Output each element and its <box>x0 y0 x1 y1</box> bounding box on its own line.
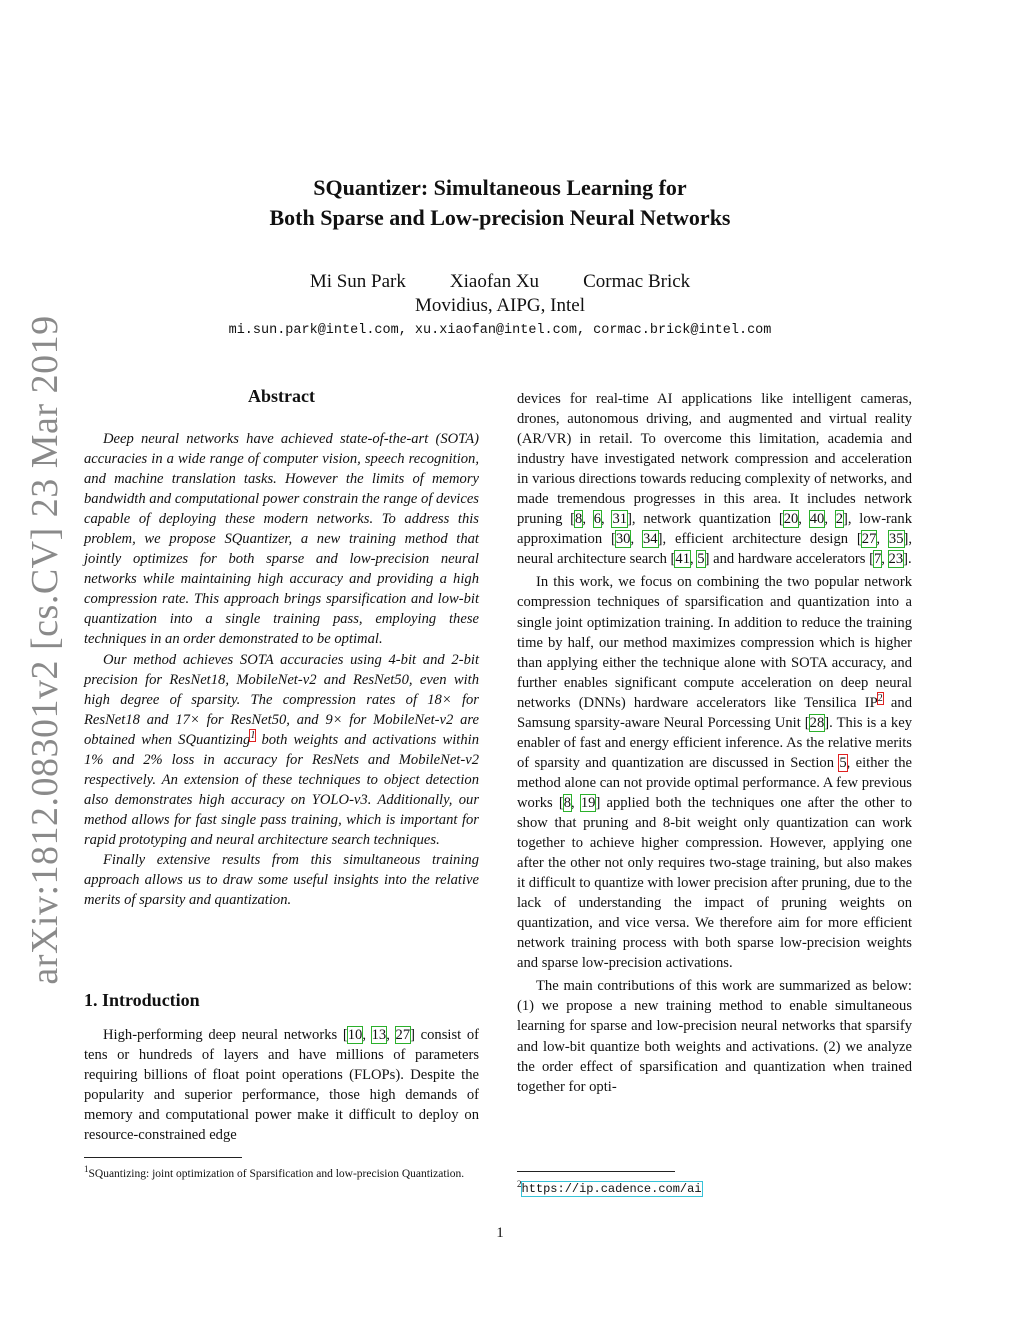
citation-27b[interactable]: 27 <box>861 531 877 548</box>
footnote-rule-left <box>84 1157 242 1158</box>
citation-40[interactable]: 40 <box>809 511 825 528</box>
text: and Samsung sparsity-aware Neural Porcessing Unit [ <box>517 694 912 731</box>
abstract-paragraph-2 <box>84 650 479 850</box>
footnote-2-reference[interactable]: 2 <box>877 692 883 704</box>
footnote-1 <box>84 1161 479 1182</box>
citation-27[interactable]: 27 <box>395 1027 411 1043</box>
text: ] applied both the techniques one after the other to show that pruning and 8-bit weight only quantization can work together to achieve higher compression. However, applying one after the other not only requires two-stage training, but also makes it difficult to quantize with lower precision after pruning, due to the lack of understanding the impact of pruning weights on quantization, and vice versa. We therefore aim for more efficient network training process with both sparse low-precision weights and sparse low-precision activations. <box>517 794 912 972</box>
text: devices for real-time AI applications like intelligent cameras, drones, autonomous driving, and augmented and virtual reality (AR/VR) in retail. To overcome this limitation, academia and industry have investigated network compression and acceleration in various directions towards reducing complexity of networks, and made tremendous progresses in this area. It includes network pruning [ <box>517 391 912 528</box>
abstract-paragraph-2-text-a: Our method achieves SOTA accuracies using 4-bit and 2-bit precision for ResNet18, MobileNet-v2 and ResNet50, even with high degree of sparsity. The compression rates of 18× for ResNet18 and 17× for ResNet50, and 9× for MobileNet-v2 are obtained when SQuantizing <box>84 651 479 748</box>
author-list <box>0 271 1000 293</box>
abstract-body <box>84 429 479 910</box>
introduction-body <box>84 1025 479 1145</box>
abstract-paragraph-1: Deep neural networks have achieved state-of-the-art (SOTA) accuracies in a wide range of computer vision, speech recognition, and machine translation tasks. However the limits of memory bandwidth and computational power constrain the range of devices capable of deploying these modern networks. To address this problem, we propose SQuantizer, a new training method that jointly optimizes for both sparse and low-precision neural networks while maintaining high accuracy and providing a high compression rate. This approach brings sparsification and low-bit quantization into a single training pass, employing these techniques in an order demonstrated to be optimal. <box>84 431 479 648</box>
citation-13[interactable]: 13 <box>371 1027 387 1043</box>
citation-6[interactable]: 6 <box>593 511 602 528</box>
section-5-link[interactable]: 5 <box>839 754 847 771</box>
text: ], network quantization [ <box>627 511 784 528</box>
intro-text-b: ] consist of tens or hundreds of layers and have millions of parameters requiring billions of float point operations (FLOPs). Despite the popularity and superior performance, those high demands of memory and computational power make it difficult to deploy on resource-constrained edge <box>84 1027 480 1144</box>
text: ], low-rank approximation [ <box>517 511 912 548</box>
citation-2[interactable]: 2 <box>835 511 844 528</box>
text: ]. This is a key enabler of fast and energy efficient inference. As the relative merits of sparsity and quantization are discussed in Section <box>517 714 912 771</box>
footnote-2-url[interactable]: https://ip.cadence.com/ai <box>521 1181 702 1196</box>
text: ]. <box>903 551 912 568</box>
abstract-heading: Abstract <box>248 386 315 406</box>
citation-23[interactable]: 23 <box>888 551 904 568</box>
citation-10[interactable]: 10 <box>347 1027 363 1043</box>
introduction-heading: 1. Introduction <box>84 990 200 1010</box>
citation-35[interactable]: 35 <box>888 531 904 548</box>
citation-5[interactable]: 5 <box>697 551 705 568</box>
footnote-1-text: SQuantizing: joint optimization of Sparsification and low-precision Quantization. <box>88 1167 465 1180</box>
footnote-2 <box>517 1176 912 1197</box>
intro-paragraph-continued: devices for real-time AI applications like intelligent cameras, drones, autonomous driving, and augmented and virtual reality (AR/VR) in retail. To overcome this limitation, academia and industry have investigated network compression and acceleration in various directions towards reducing complexity of networks, and made tremendous progresses in this area. It includes network pruning [8, 6, 31], network quantization [20, 40, 2], low-rank approximation [30, 34], efficient architecture design [27, 35], neural architecture search [41, 5] and hardware accelerators [7, 23]. <box>517 391 913 568</box>
citation-34[interactable]: 34 <box>642 531 658 548</box>
intro-text-a: High-performing deep neural networks [ <box>103 1027 348 1043</box>
author-1: Mi Sun Park <box>309 271 406 292</box>
citation-8[interactable]: 8 <box>575 511 583 528</box>
citation-20[interactable]: 20 <box>783 511 799 528</box>
intro-paragraph-2: In this work, we focus on combining the two popular network compression techniques of sparsification and quantization into a single joint optimization training. In addition to reduce the training time by half, our method maximizes compression which is higher than applying either the technique alone with SOTA accuracy, and further enables significant compute acceleration on deep neural networks (DNNs) hardware accelerators like Tensilica IP$^2$ and Samsung sparsity-aware Neural Porcessing Unit [28]. This is a key enabler of fast and energy efficient inference. As the relative merits of sparsity and quantization are discussed in Section 5, either the method alone can not provide optimal performance. A few previous works [8, 19] applied both the techniques one after the other to show that pruning and 8-bit weight only quantization can work together to achieve higher compression. However, applying one after the other not only requires two-stage training, but also makes it difficult to quantize with lower precision after pruning, due to the lack of understanding the impact of pruning weights on quantization, and vice versa. We therefore aim for more efficient network training process with both sparse low-precision weights and sparse low-precision activations. <box>517 574 912 972</box>
paper-title-line-2: Both Sparse and Low-precision Neural Networks <box>269 205 731 230</box>
footnote-1-mark: 1 <box>84 1164 89 1174</box>
citation-8b[interactable]: 8 <box>563 794 572 811</box>
footnote-2-mark: 2 <box>517 1179 522 1189</box>
abstract-paragraph-3: Finally extensive results from this simultaneous training approach allows us to draw some useful insights into the relative merits of sparsity and quantization. <box>84 851 479 909</box>
citation-41[interactable]: 41 <box>675 551 690 568</box>
footnote-rule-right <box>517 1171 675 1172</box>
affiliation: Movidius, AIPG, Intel <box>415 295 585 316</box>
arxiv-identifier-text: arXiv:1812.08301v2 [cs.CV] 23 Mar 2019 <box>24 315 66 985</box>
citation-28[interactable]: 28 <box>809 714 825 731</box>
text: ], neural architecture search [ <box>517 531 913 568</box>
author-3: Cormac Brick <box>583 271 691 292</box>
text: , either the method alone can not provide optimal performance. A few previous works [ <box>517 754 912 811</box>
text: ], efficient architecture design [ <box>657 531 862 548</box>
citation-19[interactable]: 19 <box>580 794 596 811</box>
introduction-paragraph-1: High-performing deep neural networks [10, 13, 27] consist of tens or hundreds of layers and have millions of parameters requiring billions of float point operations (FLOPs). Despite the popularity and superior performance, those high demands of memory and computational power make it difficult to deploy on resource-constrained edge <box>84 1027 480 1144</box>
author-emails: mi.sun.park@intel.com, xu.xiaofan@intel.com, cormac.brick@intel.com <box>228 323 772 338</box>
footnote-1-reference[interactable]: 1 <box>250 729 256 741</box>
page-number: 1 <box>496 1225 504 1241</box>
author-2: Xiaofan Xu <box>449 271 540 292</box>
text: ] and hardware accelerators [ <box>704 551 874 568</box>
text: In this work, we focus on combining the two popular network compression techniques of sparsification and quantization into a single joint optimization training. In addition to reduce the training time by half, our method maximizes compression which is higher than applying either the technique alone with SOTA accuracy, and further enables significant compute acceleration on deep neural networks (DNNs) hardware accelerators like Tensilica IP <box>517 574 912 711</box>
intro-paragraph-3: The main contributions of this work are summarized as below: (1) we propose a new training method to enable simultaneous learning for sparse and low-precision neural networks that sparsify and low-bit quantize both weights and activations. (2) we analyze the order effect of sparsification and quantization when trained together for opti- <box>517 978 912 1095</box>
citation-7[interactable]: 7 <box>873 551 882 568</box>
paper-title-line-1: SQuantizer: Simultaneous Learning for <box>313 175 687 200</box>
citation-30[interactable]: 30 <box>615 531 631 548</box>
right-column-body <box>517 389 912 1097</box>
citation-31[interactable]: 31 <box>612 511 628 528</box>
abstract-paragraph-2-text-b: both weights and activations within 1% and 2% loss in accuracy for ResNets and MobileNet-v2 respectively. An extension of these techniques to object detection also demonstrates high accuracy on YOLO-v3. Additionally, our method allows for fast single pass training, which is important for rapid prototyping and neural architecture search techniques. <box>84 731 479 848</box>
